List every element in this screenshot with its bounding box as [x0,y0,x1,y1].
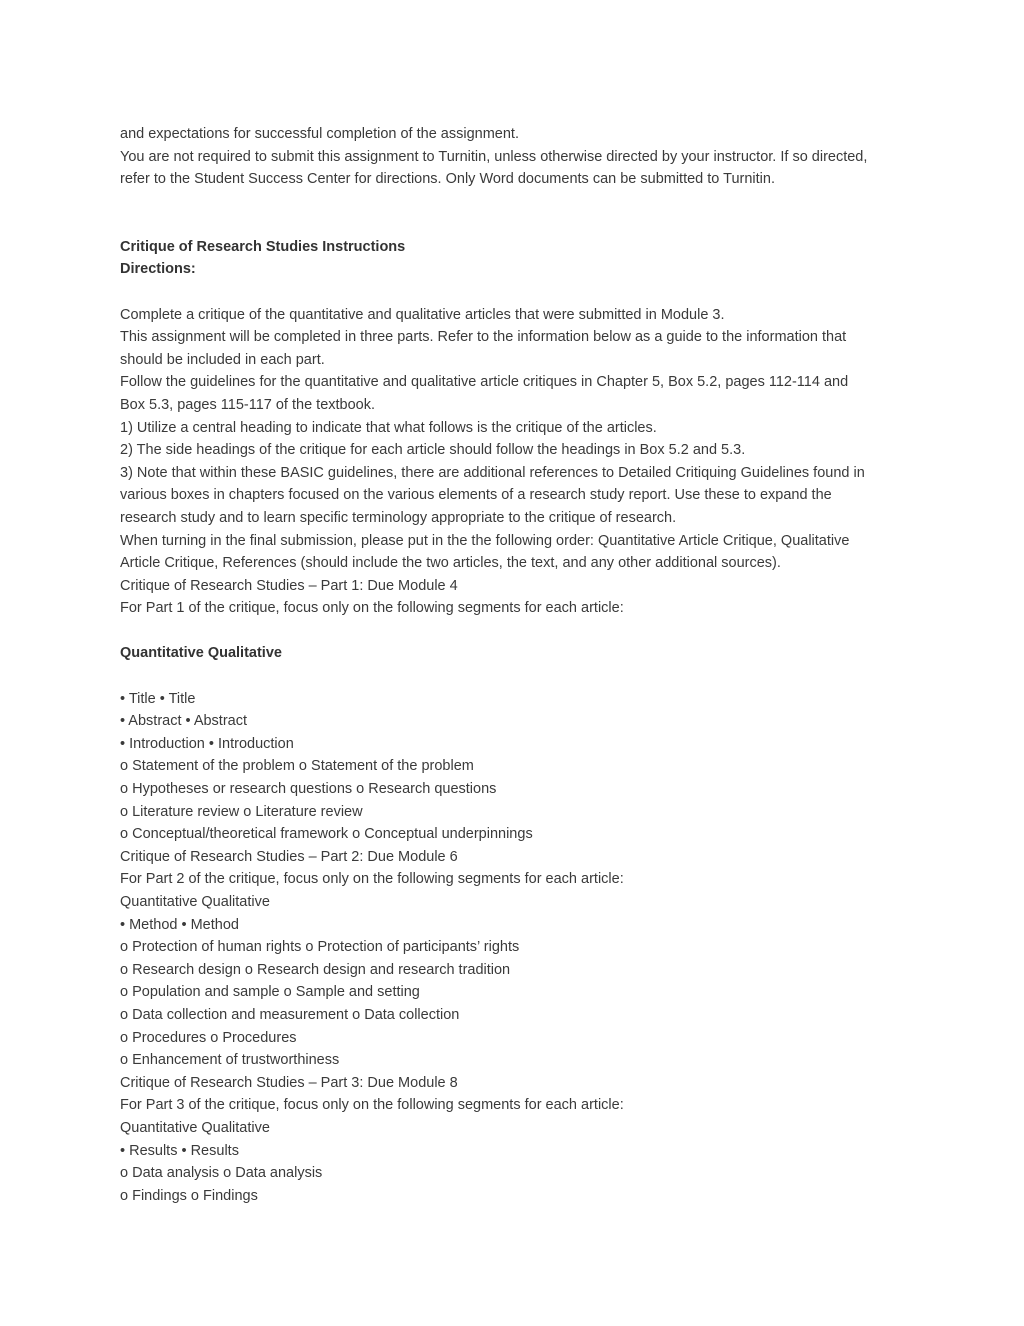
part2-intro: For Part 2 of the critique, focus only on the following segments for each article: [120,871,624,888]
intro-line: You are not required to submit this assignment to Turnitin, unless otherwise directed by your instructor. If so directed, [120,148,868,165]
list-item: o Population and sample o Sample and setting [120,984,420,1001]
list-item: o Protection of human rights o Protection of participants’ rights [120,939,520,956]
list-item: o Research design o Research design and research tradition [120,961,511,978]
body-line: This assignment will be completed in three parts. Refer to the information below as a guide to the information that [120,329,847,346]
intro-line: and expectations for successful completion of the assignment. [120,126,519,142]
list-item: • Abstract • Abstract [120,713,248,730]
body-line: Complete a critique of the quantitative and qualitative articles that were submitted in Module 3. [120,306,725,323]
list-item: o Literature review o Literature review [120,803,363,820]
section-heading: Critique of Research Studies Instructions [120,238,406,255]
part2-heading: Critique of Research Studies – Part 2: Due Module 6 [120,848,458,865]
body-line: research study and to learn specific terminology appropriate to the critique of research. [120,509,677,526]
list-item: o Enhancement of trustworthiness [120,1052,340,1069]
list-item: o Data collection and measurement o Data collection [120,1006,460,1023]
spacer [120,281,920,304]
body-line: Follow the guidelines for the quantitative and qualitative article critiques in Chapter 5, Box 5.2, pages 112-114 and [120,374,849,391]
list-item: o Data analysis o Data analysis [120,1165,323,1182]
body-line: 2) The side headings of the critique for each article should follow the headings in Box 5.2 and 5.3. [120,442,746,459]
list-item: o Conceptual/theoretical framework o Conceptual underpinnings [120,826,533,843]
list-item: • Method • Method [120,916,239,933]
list-item: o Findings o Findings [120,1187,258,1204]
spacer [120,620,920,643]
part1-intro: For Part 1 of the critique, focus only on the following segments for each article: [120,600,624,617]
spacer [120,665,920,688]
body-line: should be included in each part. [120,351,325,368]
body-line: 1) Utilize a central heading to indicate that what follows is the critique of the articles. [120,419,657,436]
part3-column-headers: Quantitative Qualitative [120,1119,270,1136]
document-page [120,123,920,1207]
part1-heading: Critique of Research Studies – Part 1: Due Module 4 [120,577,458,594]
directions-label: Directions: [120,261,196,278]
list-item: o Procedures o Procedures [120,1029,297,1046]
part3-heading: Critique of Research Studies – Part 3: Due Module 8 [120,1074,458,1091]
list-item: o Hypotheses or research questions o Research questions [120,781,497,798]
body-line: 3) Note that within these BASIC guidelines, there are additional references to Detailed Critiquing Guidelines found in [120,464,865,481]
body-line: Article Critique, References (should include the two articles, the text, and any other additional sources). [120,555,781,572]
part3-intro: For Part 3 of the critique, focus only on the following segments for each article: [120,1097,624,1114]
list-item: • Results • Results [120,1142,239,1159]
spacer [120,191,920,236]
body-line: Box 5.3, pages 115-117 of the textbook. [120,396,376,413]
body-line: When turning in the final submission, please put in the the following order: Quantitative Article Critique, Qualitative [120,532,850,549]
body-line: various boxes in chapters focused on the various elements of a research study report. Use these to expand the [120,487,832,504]
list-item: • Title • Title [120,690,196,707]
list-item: o Statement of the problem o Statement of the problem [120,758,474,775]
part2-column-headers: Quantitative Qualitative [120,894,270,910]
part1-column-headers: Quantitative Qualitative [120,645,282,662]
list-item: • Introduction • Introduction [120,735,294,752]
intro-line: refer to the Student Success Center for directions. Only Word documents can be submitted to Turnitin. [120,171,775,188]
